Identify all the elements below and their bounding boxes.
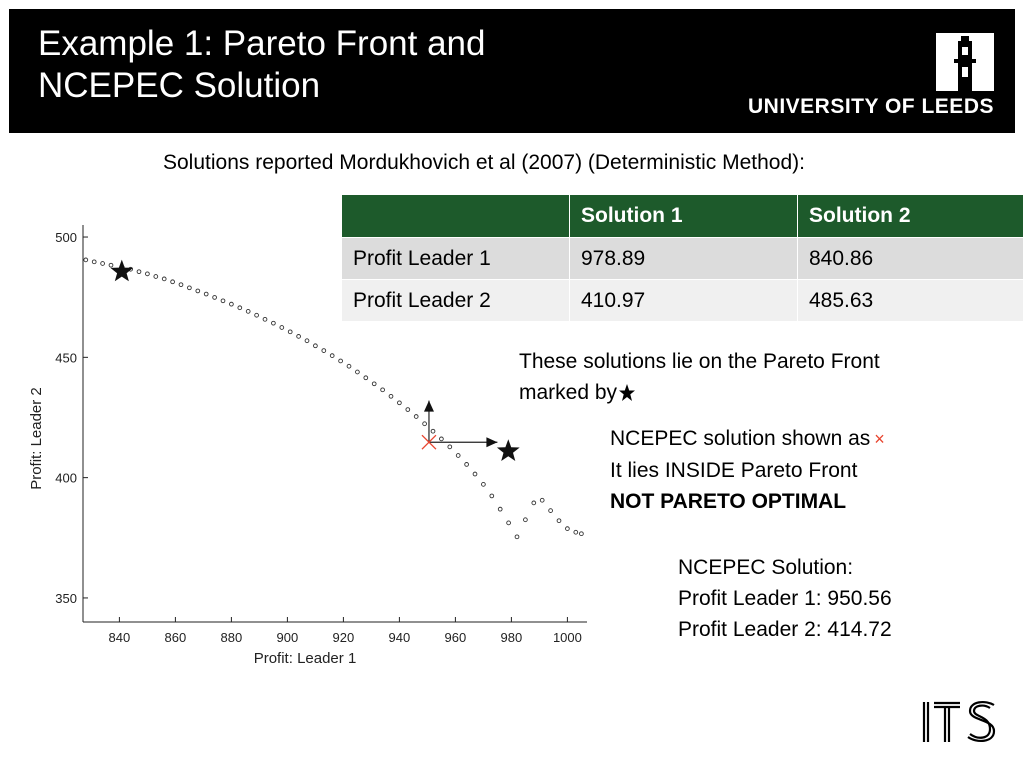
pareto-point <box>109 263 113 267</box>
pareto-point <box>204 292 208 296</box>
pareto-point <box>162 277 166 281</box>
pareto-point <box>84 258 88 262</box>
pareto-point <box>272 321 276 325</box>
pareto-point <box>431 429 435 433</box>
ncepec-solution-title: NCEPEC Solution: <box>678 556 854 579</box>
y-tick-label: 500 <box>55 230 77 246</box>
pareto-point <box>314 344 318 348</box>
y-tick-label: 400 <box>55 470 77 486</box>
x-tick-label: 980 <box>500 630 523 645</box>
pareto-point <box>557 519 561 523</box>
title-line-1: Example 1: Pareto Front and <box>38 24 486 63</box>
ncepec-note-line-3: NOT PARETO OPTIMAL <box>610 490 847 513</box>
ncepec-note-line-1 <box>610 423 885 455</box>
pareto-point <box>221 299 225 303</box>
pareto-point <box>549 509 553 513</box>
pareto-note <box>519 346 880 408</box>
university-tower-icon <box>936 33 994 91</box>
pareto-point <box>473 472 477 476</box>
x-tick-label: 940 <box>388 630 411 645</box>
pareto-point <box>347 364 351 368</box>
pareto-point <box>305 339 309 343</box>
table-cell: 978.89 <box>570 238 798 280</box>
pareto-point <box>339 359 343 363</box>
pareto-point <box>246 309 250 313</box>
pareto-point <box>440 437 444 441</box>
its-logo <box>920 699 998 745</box>
x-tick-label: 840 <box>108 630 131 645</box>
y-axis-label: Profit: Leader 2 <box>28 387 45 490</box>
pareto-solution-star <box>110 260 133 282</box>
table-cell: 840.86 <box>798 238 1024 280</box>
pareto-point <box>423 422 427 426</box>
subtitle: Solutions reported Mordukhovich et al (2007) (Deterministic Method): <box>163 151 805 174</box>
star-icon <box>619 384 635 402</box>
x-tick-label: 880 <box>220 630 243 645</box>
pareto-point <box>515 535 519 539</box>
pareto-point <box>465 463 469 467</box>
x-axis-label: Profit: Leader 1 <box>253 650 357 667</box>
pareto-point <box>280 326 284 330</box>
x-tick-label: 860 <box>164 630 187 645</box>
pareto-point <box>580 532 584 536</box>
ncepec-note-text: NCEPEC solution shown as <box>610 427 871 450</box>
ncepec-solution-leader1: Profit Leader 1: 950.56 <box>678 587 892 610</box>
pareto-point <box>330 354 334 358</box>
pareto-point <box>154 275 158 279</box>
y-tick-label: 350 <box>55 590 77 606</box>
pareto-point <box>92 260 96 264</box>
pareto-point <box>381 388 385 392</box>
table-cell: Profit Leader 1 <box>342 238 570 280</box>
pareto-point <box>448 445 452 449</box>
ncepec-solution-leader2: Profit Leader 2: 414.72 <box>678 618 892 641</box>
pareto-point <box>322 349 326 353</box>
title-line-2: NCEPEC Solution <box>38 66 321 105</box>
pareto-point <box>372 382 376 386</box>
cross-icon: × <box>874 429 885 449</box>
pareto-point <box>297 335 301 339</box>
pareto-point <box>566 527 570 531</box>
ncepec-note-line-2: It lies INSIDE Pareto Front <box>610 459 858 482</box>
pareto-point <box>188 286 192 290</box>
table-cell: Profit Leader 2 <box>342 280 570 322</box>
pareto-point <box>146 272 150 276</box>
arrowhead-icon <box>486 437 497 447</box>
pareto-point <box>288 330 292 334</box>
pareto-point <box>238 306 242 310</box>
pareto-point <box>507 521 511 525</box>
x-tick-label: 900 <box>276 630 299 645</box>
pareto-point <box>490 494 494 498</box>
pareto-point <box>389 394 393 398</box>
pareto-point <box>482 482 486 486</box>
pareto-point <box>255 313 259 317</box>
pareto-solution-star <box>497 439 520 461</box>
pareto-point <box>263 317 267 321</box>
table-cell: 485.63 <box>798 280 1024 322</box>
pareto-point <box>414 415 418 419</box>
pareto-point <box>540 498 544 502</box>
pareto-point <box>179 283 183 287</box>
pareto-point <box>171 280 175 284</box>
table-header-cell: Solution 1 <box>570 195 798 238</box>
pareto-point <box>137 270 141 274</box>
x-tick-label: 1000 <box>552 630 582 645</box>
arrowhead-icon <box>424 401 434 412</box>
pareto-point <box>398 401 402 405</box>
x-tick-label: 920 <box>332 630 355 645</box>
pareto-point <box>213 296 217 300</box>
pareto-point <box>230 302 234 306</box>
pareto-point <box>456 454 460 458</box>
pareto-point <box>364 376 368 380</box>
header-bar <box>9 9 1015 133</box>
pareto-point <box>196 289 200 293</box>
pareto-note-text: marked by <box>519 381 618 404</box>
pareto-point <box>524 518 528 522</box>
slide-title <box>38 23 598 107</box>
x-tick-label: 960 <box>444 630 467 645</box>
y-tick-label: 450 <box>55 350 77 366</box>
pareto-chart <box>20 212 600 672</box>
pareto-point <box>498 507 502 511</box>
table-cell: 410.97 <box>570 280 798 322</box>
pareto-note-line-1: These solutions lie on the Pareto Front <box>519 350 880 373</box>
university-logo-text: UNIVERSITY OF LEEDS <box>748 95 994 118</box>
pareto-point <box>406 408 410 412</box>
pareto-point <box>574 530 578 534</box>
ncepec-solution-box <box>678 552 892 645</box>
ncepec-note <box>610 423 885 517</box>
pareto-point <box>532 501 536 505</box>
pareto-point <box>356 370 360 374</box>
pareto-point <box>101 262 105 266</box>
pareto-note-line-2 <box>519 377 880 408</box>
table-header-cell: Solution 2 <box>798 195 1024 238</box>
